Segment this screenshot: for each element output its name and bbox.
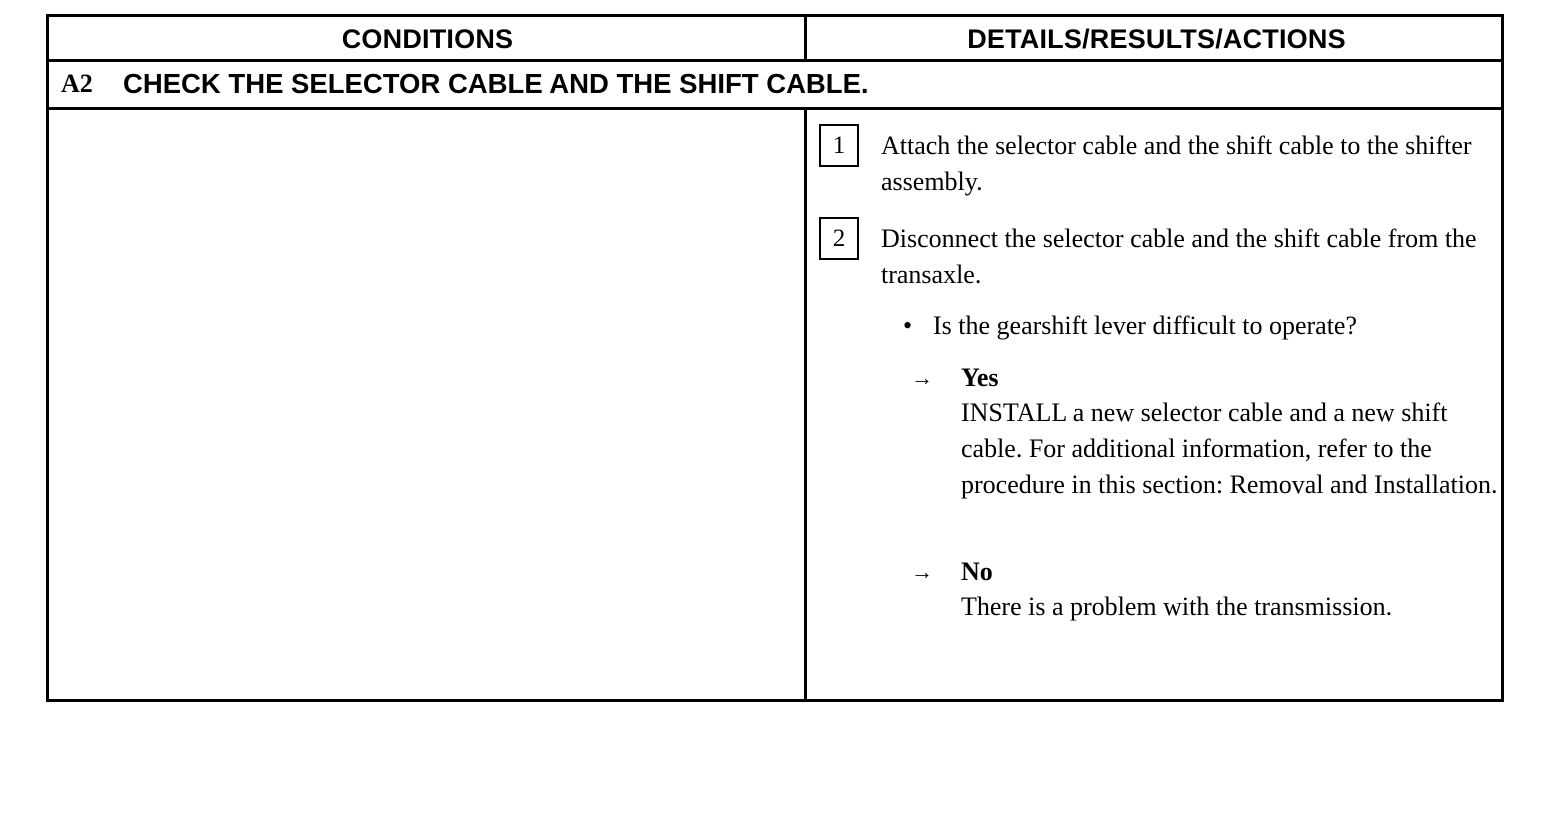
action-text: Attach the selector cable and the shift cable to the shifter assembly. bbox=[881, 131, 1472, 196]
no-label: No bbox=[961, 557, 993, 586]
details-header: DETAILS/RESULTS/ACTIONS bbox=[967, 24, 1346, 54]
yes-label: Yes bbox=[961, 363, 999, 392]
right-arrow-icon: → bbox=[911, 559, 933, 584]
bullet-icon: • bbox=[903, 311, 913, 340]
right-arrow-icon: → bbox=[911, 365, 933, 390]
question-item bbox=[903, 308, 1357, 344]
step-title: CHECK THE SELECTOR CABLE AND THE SHIFT CABLE. bbox=[123, 68, 869, 99]
header-column-divider bbox=[804, 17, 807, 62]
yes-action-text: INSTALL a new selector cable and a new shift cable. For additional information, refer to the procedure in this section: Removal and Installation. bbox=[961, 398, 1498, 499]
step-title-row bbox=[49, 62, 1501, 110]
diagnostic-table bbox=[46, 14, 1504, 702]
no-action-text: There is a problem with the transmission. bbox=[961, 592, 1393, 621]
step-id: A2 bbox=[61, 69, 93, 98]
table-header-row bbox=[49, 17, 1501, 62]
conditions-header: CONDITIONS bbox=[341, 24, 514, 54]
action-text: Disconnect the selector cable and the shift cable from the transaxle. bbox=[881, 224, 1477, 289]
step-number-box: 1 bbox=[819, 124, 859, 167]
question-text: Is the gearshift lever difficult to operate? bbox=[933, 311, 1358, 340]
details-cell bbox=[807, 110, 1504, 702]
step-number-box: 2 bbox=[819, 217, 859, 260]
